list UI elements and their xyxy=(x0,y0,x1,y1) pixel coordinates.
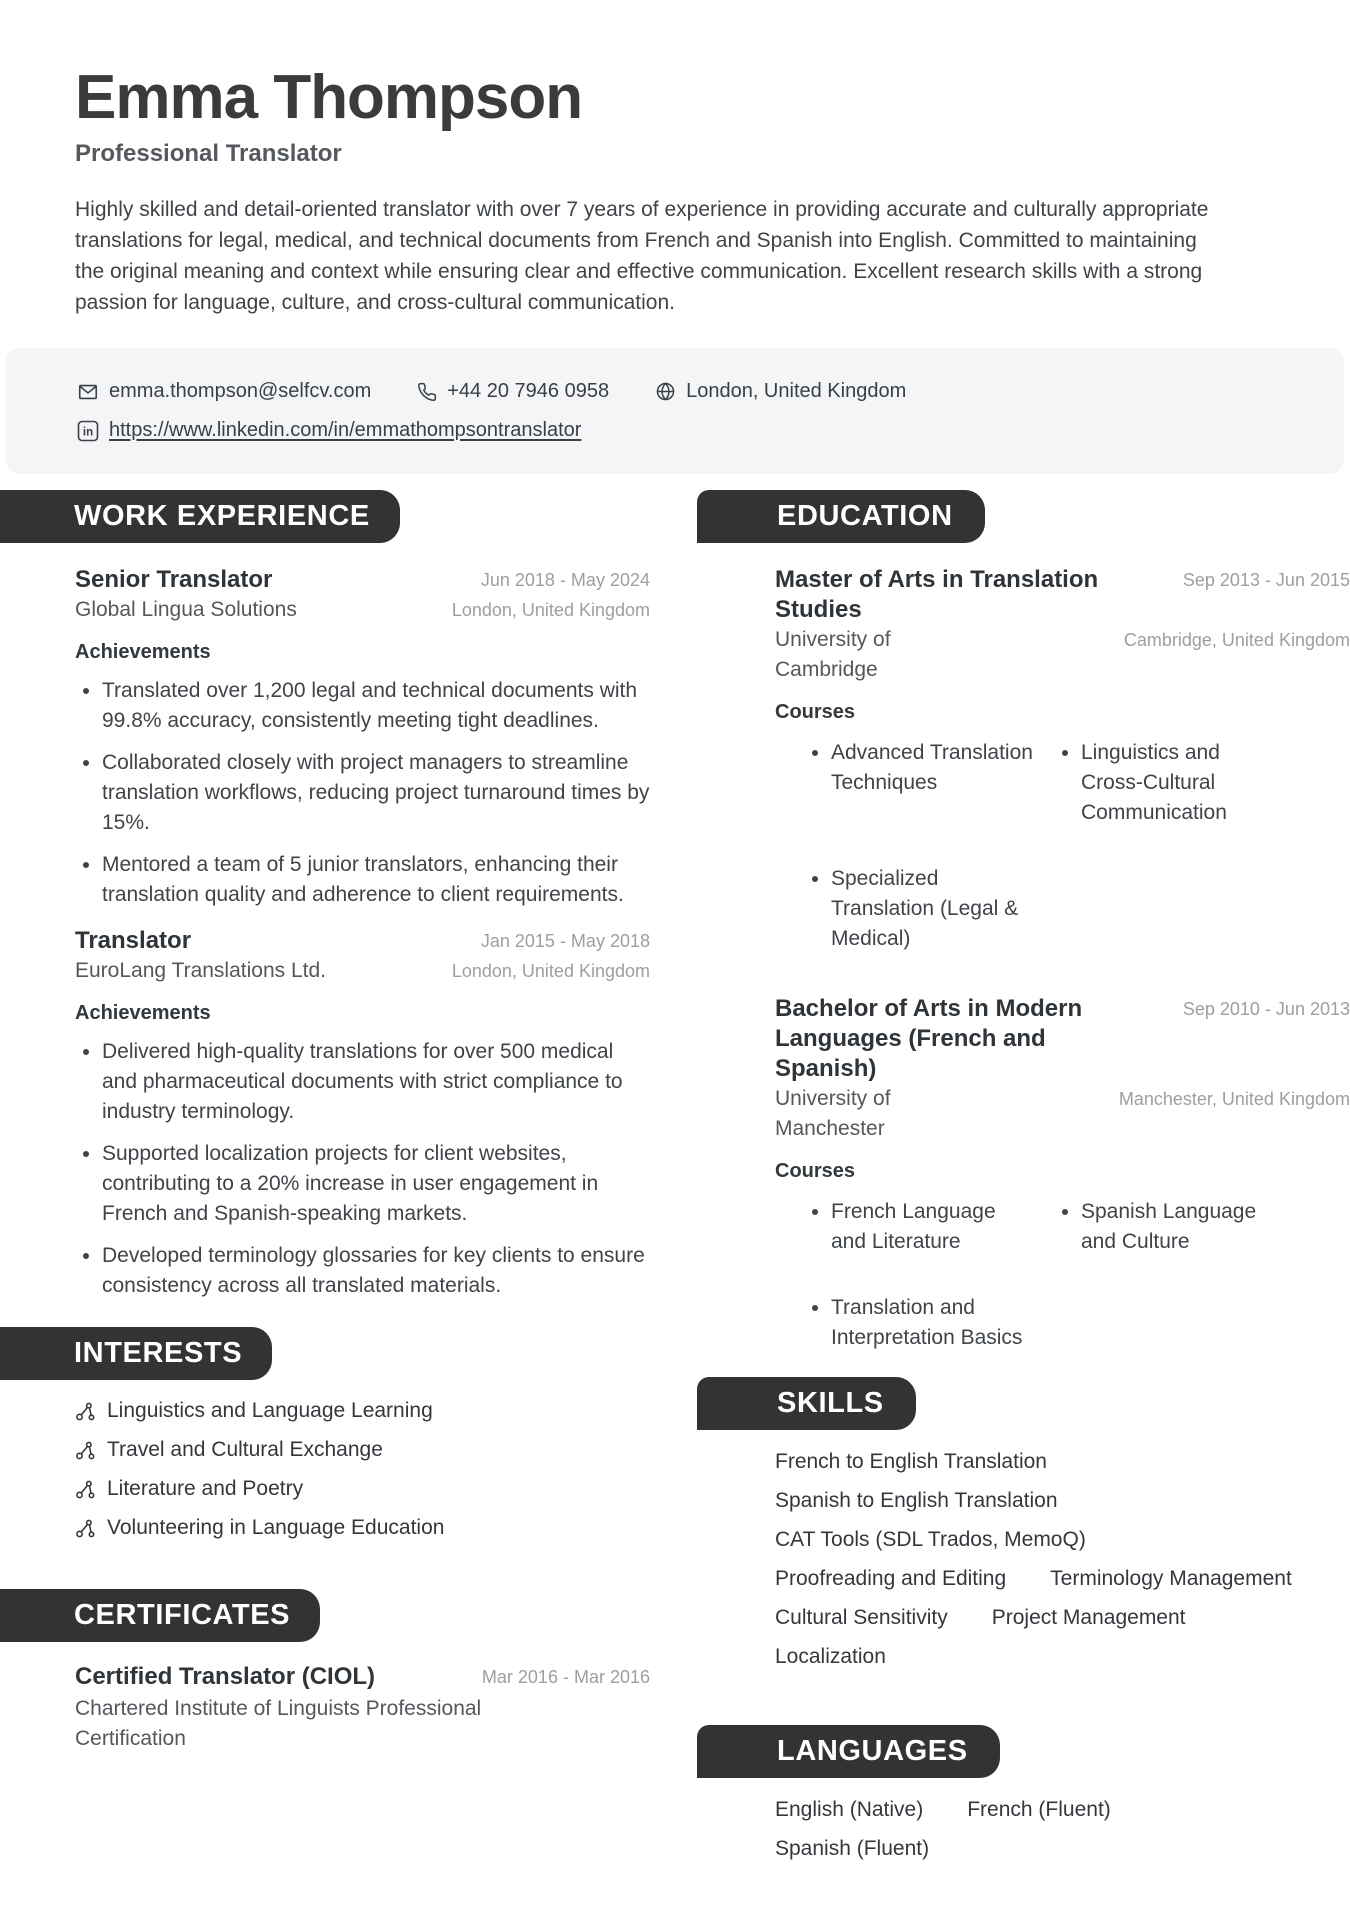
job-entry xyxy=(75,565,650,910)
certificates-banner-label: CERTIFICATES xyxy=(74,1599,291,1632)
achievement-item: Developed terminology glossaries for key clients to ensure consistency across all translated materials. xyxy=(75,1241,650,1301)
skill-item: Localization xyxy=(775,1645,886,1669)
achievements-list xyxy=(75,1037,650,1301)
svg-text:in: in xyxy=(82,426,94,439)
certificates-content xyxy=(0,1662,655,1754)
course-item: Advanced Translation Techniques xyxy=(805,738,1033,828)
achievement-item: Supported localization projects for client websites, contributing to a 20% increase in user engagement in French and Spanish-speaking markets. xyxy=(75,1139,650,1229)
section-skills xyxy=(697,1377,1350,1669)
job-title: Translator xyxy=(75,927,192,955)
work-experience-banner-label: WORK EXPERIENCE xyxy=(74,500,370,533)
degree-header xyxy=(775,994,1350,1084)
achievements-label: Achievements xyxy=(75,641,211,664)
mail-icon xyxy=(77,381,99,403)
skill-item: Spanish to English Translation xyxy=(775,1489,1058,1513)
courses-list xyxy=(805,738,1350,954)
contact-email-text: emma.thompson@selfcv.com xyxy=(109,380,372,403)
header xyxy=(0,0,1350,318)
achievement-item: Mentored a team of 5 junior translators, enhancing their translation quality and adherence to client requirements. xyxy=(75,850,650,910)
course-item: Linguistics and Cross-Cultural Communication xyxy=(1055,738,1283,828)
contact-linkedin xyxy=(77,419,581,442)
section-interests xyxy=(0,1327,655,1543)
languages-list xyxy=(775,1798,1295,1861)
contact-phone-text: +44 20 7946 0958 xyxy=(447,380,610,403)
degree-location: Manchester, United Kingdom xyxy=(1118,1089,1350,1110)
degree-header xyxy=(775,565,1350,625)
skills-banner-label: SKILLS xyxy=(777,1387,884,1420)
contact-bar xyxy=(6,348,1344,474)
interest-label: Travel and Cultural Exchange xyxy=(107,1438,383,1462)
interest-icon xyxy=(75,1401,96,1422)
job-date: Jun 2018 - May 2024 xyxy=(480,570,650,591)
interest-item xyxy=(75,1474,650,1504)
linkedin-icon xyxy=(77,420,99,442)
contact-row-1 xyxy=(77,380,1304,403)
globe-icon xyxy=(655,381,676,402)
skills-banner xyxy=(697,1377,916,1430)
certificate-issuer: Chartered Institute of Linguists Professional Certification xyxy=(75,1697,482,1751)
contact-email xyxy=(77,380,371,403)
person-name: Emma Thompson xyxy=(75,63,583,132)
degree-date: Sep 2010 - Jun 2013 xyxy=(1182,999,1350,1020)
skills-content xyxy=(697,1450,1350,1669)
contact-location xyxy=(655,380,906,403)
degree-title: Bachelor of Arts in Modern Languages (French and Spanish) xyxy=(775,995,1083,1083)
interest-item xyxy=(75,1435,650,1465)
education-banner xyxy=(697,490,985,543)
languages-content xyxy=(697,1798,1350,1861)
course-item: Specialized Translation (Legal & Medical) xyxy=(805,864,1033,954)
courses-list xyxy=(805,1197,1350,1353)
certificate-entry xyxy=(75,1662,650,1754)
job-location: London, United Kingdom xyxy=(451,600,650,621)
degree-location: Cambridge, United Kingdom xyxy=(1123,630,1350,651)
linkedin-link[interactable]: https://www.linkedin.com/in/emmathompsontranslator xyxy=(109,419,582,442)
job-header xyxy=(75,926,650,956)
courses-label: Courses xyxy=(775,701,856,724)
skill-item: Terminology Management xyxy=(1050,1567,1292,1591)
skill-item: Cultural Sensitivity xyxy=(775,1606,948,1630)
interest-item xyxy=(75,1513,650,1543)
achievements-list xyxy=(75,676,650,910)
languages-banner xyxy=(697,1725,1000,1778)
job-location: London, United Kingdom xyxy=(451,961,650,982)
contact-location-text: London, United Kingdom xyxy=(686,380,907,403)
section-languages xyxy=(697,1725,1350,1861)
job-title: Senior Translator xyxy=(75,566,273,594)
degree-university: University of Manchester xyxy=(775,1087,891,1141)
work-experience-content xyxy=(0,565,655,1301)
interest-icon xyxy=(75,1440,96,1461)
main-columns xyxy=(0,490,1350,1861)
skill-item: Project Management xyxy=(991,1606,1186,1630)
interests-list xyxy=(75,1396,650,1543)
interests-content xyxy=(0,1396,655,1543)
degree-date: Sep 2013 - Jun 2015 xyxy=(1182,570,1350,591)
job-header xyxy=(75,565,650,595)
skills-list xyxy=(775,1450,1295,1669)
degree-entry xyxy=(775,565,1350,954)
interest-icon xyxy=(75,1479,96,1500)
achievement-item: Translated over 1,200 legal and technical documents with 99.8% accuracy, consistently meeting tight deadlines. xyxy=(75,676,650,736)
left-column xyxy=(0,490,655,1754)
job-date: Jan 2015 - May 2018 xyxy=(480,931,650,952)
language-item: English (Native) xyxy=(775,1798,924,1822)
language-item: Spanish (Fluent) xyxy=(775,1837,930,1861)
interest-label: Volunteering in Language Education xyxy=(107,1516,445,1540)
achievements-label: Achievements xyxy=(75,1002,211,1025)
interest-icon xyxy=(75,1518,96,1539)
course-item: French Language and Literature xyxy=(805,1197,1033,1257)
interest-item xyxy=(75,1396,650,1426)
degree-subheader xyxy=(775,625,1350,685)
section-work-experience xyxy=(0,490,655,1301)
certificate-header xyxy=(75,1662,650,1692)
job-subheader xyxy=(75,595,650,625)
skill-item: French to English Translation xyxy=(775,1450,1047,1474)
degree-university: University of Cambridge xyxy=(775,628,891,682)
person-title: Professional Translator xyxy=(75,140,342,168)
interest-label: Linguistics and Language Learning xyxy=(107,1399,433,1423)
certificate-name: Certified Translator (CIOL) xyxy=(75,1663,376,1691)
certificates-banner xyxy=(0,1589,320,1642)
interests-banner xyxy=(0,1327,272,1380)
job-company: Global Lingua Solutions xyxy=(75,598,297,622)
education-banner-label: EDUCATION xyxy=(777,500,953,533)
summary-paragraph: Highly skilled and detail-oriented translator with over 7 years of experience in providing accurate and culturally appropriate translations for legal, medical, and technical documents from French and Spanish into English. Committed to maintaining the original meaning and context while ensuring clear and effective communication. Excellent research skills with a strong passion for language, culture, and cross-cultural communication. xyxy=(75,198,1209,315)
languages-banner-label: LANGUAGES xyxy=(777,1735,968,1768)
degree-subheader xyxy=(775,1084,1350,1144)
right-column xyxy=(697,490,1350,1861)
interests-banner-label: INTERESTS xyxy=(74,1337,243,1370)
language-item: French (Fluent) xyxy=(967,1798,1111,1822)
degree-title: Master of Arts in Translation Studies xyxy=(775,566,1099,624)
work-experience-banner xyxy=(0,490,400,543)
skill-item: Proofreading and Editing xyxy=(775,1567,1007,1591)
job-entry xyxy=(75,926,650,1301)
job-subheader xyxy=(75,956,650,986)
certificate-date: Mar 2016 - Mar 2016 xyxy=(481,1667,650,1688)
job-company: EuroLang Translations Ltd. xyxy=(75,959,326,983)
phone-icon xyxy=(417,382,437,402)
section-certificates xyxy=(0,1589,655,1754)
course-item: Translation and Interpretation Basics xyxy=(805,1293,1033,1353)
achievement-item: Delivered high-quality translations for over 500 medical and pharmaceutical documents with strict compliance to industry terminology. xyxy=(75,1037,650,1127)
courses-label: Courses xyxy=(775,1160,856,1183)
achievement-item: Collaborated closely with project managers to streamline translation workflows, reducing project turnaround times by 15%. xyxy=(75,748,650,838)
skill-item: CAT Tools (SDL Trados, MemoQ) xyxy=(775,1528,1086,1552)
interest-label: Literature and Poetry xyxy=(107,1477,304,1501)
course-item: Spanish Language and Culture xyxy=(1055,1197,1283,1257)
section-education xyxy=(697,490,1350,1353)
degree-entry xyxy=(775,994,1350,1353)
contact-phone xyxy=(417,380,609,403)
education-content xyxy=(697,565,1350,1353)
contact-row-2 xyxy=(77,419,1304,442)
